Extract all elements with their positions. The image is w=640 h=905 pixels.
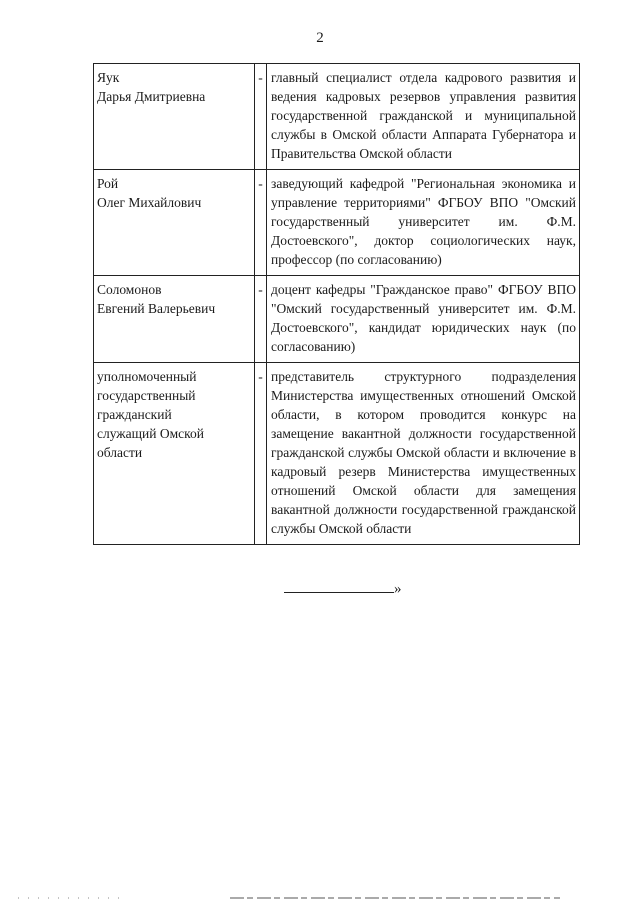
page-number: 2 (316, 30, 324, 46)
commission-members-table (93, 63, 580, 545)
dash-separator: - (255, 276, 267, 363)
member-name-cell (94, 276, 255, 363)
member-role-line: служащий Омской (97, 426, 204, 441)
member-name-cell (94, 64, 255, 170)
member-role-line: уполномоченный (97, 369, 197, 384)
member-role-line: области (97, 445, 143, 460)
table-row (94, 363, 580, 545)
member-position: представитель структурного подразделения Министерства имущественных отношений Омской области, в котором проводится конкурс на замещение вакантной должности государственной гражданской службы Омской области и включение в кадровый резерв Министерства имущественных отношений Омской области для замещения вакантной должности государственной гражданской службы Омской области (267, 363, 580, 545)
closing-quote-mark: » (394, 581, 402, 597)
member-surname: Яук (97, 70, 120, 85)
dash-separator: - (255, 64, 267, 170)
member-position: главный специалист отдела кадрового развития и ведения кадровых резервов управления развития государственной гражданской и муниципальной службы в Омской области Аппарата Губернатора и Правительства Омской области (267, 64, 580, 170)
signature-underline (284, 578, 394, 593)
member-role-line: государственный (97, 388, 196, 403)
member-role-line: гражданский (97, 407, 172, 422)
table-row (94, 276, 580, 363)
member-given-names: Дарья Дмитриевна (97, 89, 206, 104)
member-given-names: Олег Михайлович (97, 195, 202, 210)
member-surname: Соломонов (97, 282, 162, 297)
table-row (94, 64, 580, 170)
member-name-cell (94, 170, 255, 276)
member-position: доцент кафедры "Гражданское право" ФГБОУ ВПО "Омский государственный университет им. Ф.М. Достоевского", кандидат юридических наук (по согласованию) (267, 276, 580, 363)
dash-separator: - (255, 363, 267, 545)
table-row (94, 170, 580, 276)
member-given-names: Евгений Валерьевич (97, 301, 216, 316)
scan-footer-artifact (0, 896, 640, 900)
member-name-cell (94, 363, 255, 545)
member-surname: Рой (97, 176, 119, 191)
closing-line (284, 578, 402, 598)
member-position: заведующий кафедрой "Региональная экономика и управление территориями" ФГБОУ ВПО "Омский государственный университет им. Ф.М. Достоевского", доктор социологических наук, профессор (по согласованию) (267, 170, 580, 276)
dash-separator: - (255, 170, 267, 276)
